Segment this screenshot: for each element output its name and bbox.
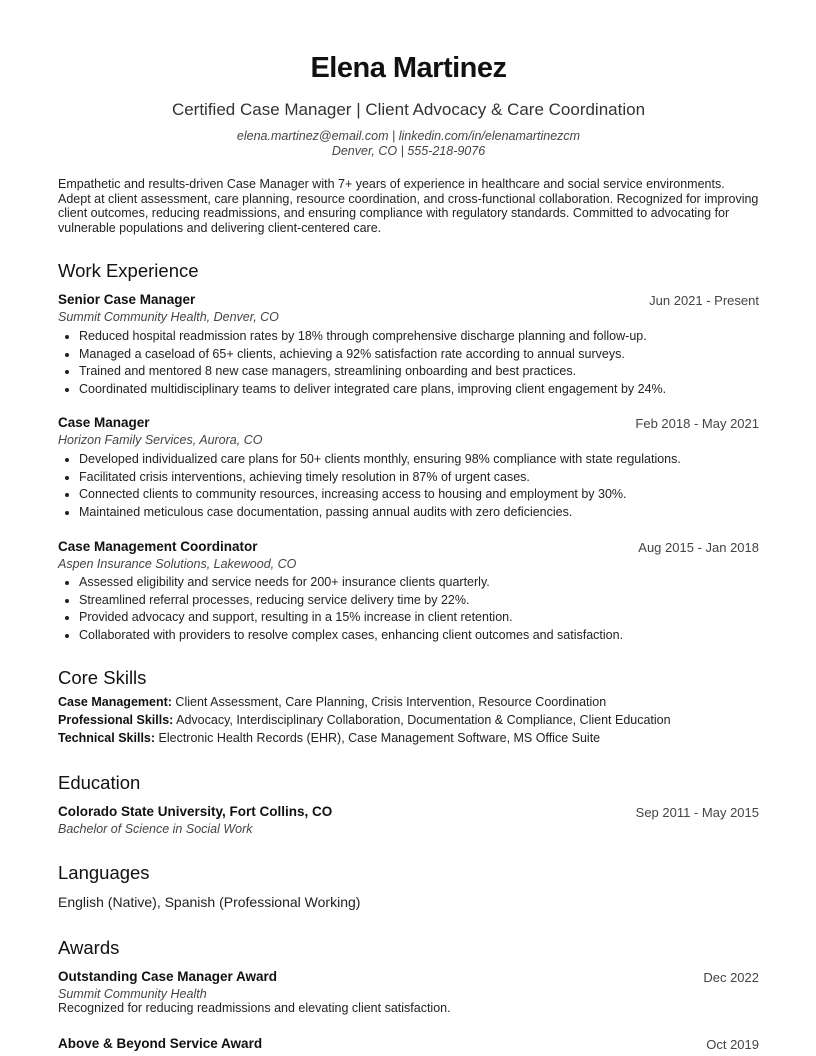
list-item: • Connected clients to community resources, increasing access to housing and employment by 30%. — [79, 486, 681, 504]
headline: Certified Case Manager | Client Advocacy & Care Coordination — [171, 100, 646, 119]
award-org: Summit Community Health — [58, 987, 207, 1001]
education-school: Colorado State University, Fort Collins, CO — [58, 804, 333, 819]
skill-value: Electronic Health Records (EHR), Case Management Software, MS Office Suite — [158, 731, 601, 745]
section-title-work: Work Experience — [58, 260, 199, 281]
job-dates: Jun 2021 - Present — [649, 293, 759, 308]
skill-label: Professional Skills: — [58, 713, 174, 727]
list-item: • Facilitated crisis interventions, achieving timely resolution in 87% of urgent cases. — [79, 469, 681, 487]
education-dates: Sep 2011 - May 2015 — [635, 805, 759, 820]
award-description: Recognized for reducing readmissions and elevating client satisfaction. — [58, 1001, 451, 1015]
skill-value: Advocacy, Interdisciplinary Collaboration, Documentation & Compliance, Client Education — [176, 713, 671, 727]
award-title: Outstanding Case Manager Award — [58, 969, 278, 984]
list-item: • Collaborated with providers to resolve complex cases, enhancing client outcomes and satisfaction. — [79, 627, 623, 645]
skill-line-technical — [58, 731, 600, 745]
job-bullets — [58, 328, 666, 398]
job-bullets — [58, 574, 623, 644]
list-item: • Coordinated multidisciplinary teams to deliver integrated care plans, improving client engagement by 24%. — [79, 381, 666, 399]
list-item: • Provided advocacy and support, resulting in a 15% increase in client retention. — [79, 609, 623, 627]
award-date: Oct 2019 — [706, 1037, 759, 1052]
skill-value: Client Assessment, Care Planning, Crisis Intervention, Resource Coordination — [175, 695, 607, 709]
award-date: Dec 2022 — [703, 970, 759, 985]
job-company: Horizon Family Services, Aurora, CO — [58, 433, 263, 447]
education-degree: Bachelor of Science in Social Work — [58, 822, 253, 836]
section-title-education: Education — [58, 772, 141, 793]
job-bullets — [58, 451, 681, 521]
skill-label: Technical Skills: — [58, 731, 156, 745]
list-item: • Developed individualized care plans for 50+ clients monthly, ensuring 98% compliance with state regulations. — [79, 451, 681, 469]
contact-email-linkedin: elena.martinez@email.com | linkedin.com/in/elenamartinezcm — [236, 129, 581, 143]
job-company: Summit Community Health, Denver, CO — [58, 310, 279, 324]
contact-location-phone: Denver, CO | 555-218-9076 — [331, 144, 486, 158]
section-title-languages: Languages — [58, 862, 150, 883]
list-item: • Assessed eligibility and service needs for 200+ insurance clients quarterly. — [79, 574, 623, 592]
list-item: • Maintained meticulous case documentation, passing annual audits with zero deficiencies. — [79, 504, 681, 522]
job-dates: Feb 2018 - May 2021 — [635, 416, 759, 431]
job-title: Case Manager — [58, 415, 150, 430]
section-title-awards: Awards — [58, 937, 120, 958]
job-dates: Aug 2015 - Jan 2018 — [638, 540, 759, 555]
professional-summary: Empathetic and results-driven Case Manager with 7+ years of experience in healthcare and social service environments. Adept at client assessment, care planning, resource coordination, and cross-functional collaboration. Recognized for improving client outcomes, reducing readmissions, and ensuring compliance with regulatory standards. Committed to advocating for vulnerable populations and delivering client-centered care. — [58, 177, 759, 235]
job-title: Senior Case Manager — [58, 292, 196, 307]
languages-list: English (Native), Spanish (Professional Working) — [58, 894, 361, 910]
job-title: Case Management Coordinator — [58, 539, 258, 554]
list-item: • Reduced hospital readmission rates by 18% through comprehensive discharge planning and follow-up. — [79, 328, 666, 346]
award-title: Above & Beyond Service Award — [58, 1036, 263, 1051]
list-item: • Managed a caseload of 65+ clients, achieving a 92% satisfaction rate according to annual surveys. — [79, 346, 666, 364]
list-item: • Streamlined referral processes, reducing service delivery time by 22%. — [79, 592, 623, 610]
job-company: Aspen Insurance Solutions, Lakewood, CO — [58, 557, 297, 571]
skill-line-case-management — [58, 695, 606, 709]
skill-label: Case Management: — [58, 695, 172, 709]
candidate-name: Elena Martinez — [310, 52, 507, 84]
list-item: • Trained and mentored 8 new case managers, streamlining onboarding and best practices. — [79, 363, 666, 381]
skill-line-professional — [58, 713, 671, 727]
section-title-skills: Core Skills — [58, 667, 147, 688]
